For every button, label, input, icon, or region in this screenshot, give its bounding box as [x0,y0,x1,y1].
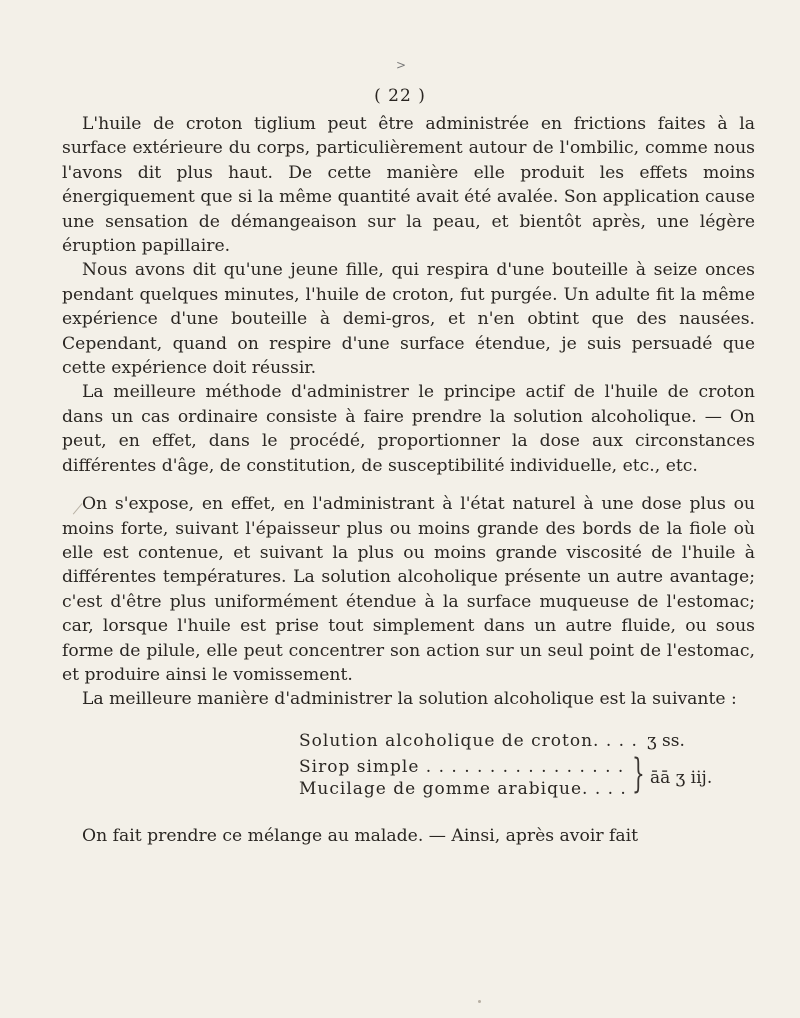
formula-line-solution: Solution alcoholique de croton. . . . [299,730,638,751]
formula-line-mucilage: Mucilage de gomme arabique. . . . [299,778,627,799]
top-margin-mark: > [396,58,407,72]
formula-line-syrup: Sirop simple . . . . . . . . . . . . . . . . [299,756,625,777]
paragraph-closing: On fait prendre ce mélange au malade. — Ainsi, après avoir fait [82,825,639,846]
paper-speck [478,1000,481,1003]
paragraph-recipe-intro: La meilleure manière d'administrer la solution alcoholique est la suivante : [82,689,737,710]
paragraph-dosage: On s'expose, en effet, en l'administrant à l'état naturel à une dose plus ou moins forte, suivant l'épaisseur plus ou moins grande des bords de la fiole où elle est contenue, et suivant la plus ou moins grande viscosité de l'huile à différentes températures. La solution alcoholique présente un autre avantage; c'est d'être plus uniformément étendue à la surface muqueuse de l'estomac; car, lorsque l'huile est prise tout simplement dans un autre fluide, ou sous forme de pilule, elle peut concentrer son action sur un seul point de l'estomac, et produire ainsi le vomissement. [62,494,755,685]
formula-brace: } [632,750,645,797]
paragraph-inhalation: Nous avons dit qu'une jeune fille, qui respira d'une bouteille à seize onces pendant quelques minutes, l'huile de croton, fut purgée. Un adulte fit la même expérience d'une bouteille à demi-gros, et n'en obtint que des nausées. Cependant, quand on respire d'une surface étendue, je suis persuadé que cette expérience doit réussir. [62,260,755,379]
formula-qty-solution: ʒ ss. [647,730,685,751]
page-header: ( 22 ) [374,86,426,106]
recipe-formula [62,726,755,816]
paragraph-best-method: La meilleure méthode d'administrer le principe actif de l'huile de croton dans un cas ordinaire consiste à faire prendre la solution alcoholique. — On peut, en effet, dans le procédé, proportionner la dose aux circonstances différentes d'âge, de constitution, de susceptibilité individuelle, etc., etc. [62,382,755,476]
formula-qty-combined: āā ʒ iij. [650,767,713,788]
page-body [62,112,755,848]
paragraph-frictions: L'huile de croton tiglium peut être administrée en frictions faites à la surface extérieure du corps, particulièrement autour de l'ombilic, comme nous l'avons dit plus haut. De cette manière elle produit les effets moins énergiquement que si la même quantité avait été avalée. Son application cause une sensation de démangeaison sur la peau, et bientôt après, une légère éruption papillaire. [62,114,755,257]
